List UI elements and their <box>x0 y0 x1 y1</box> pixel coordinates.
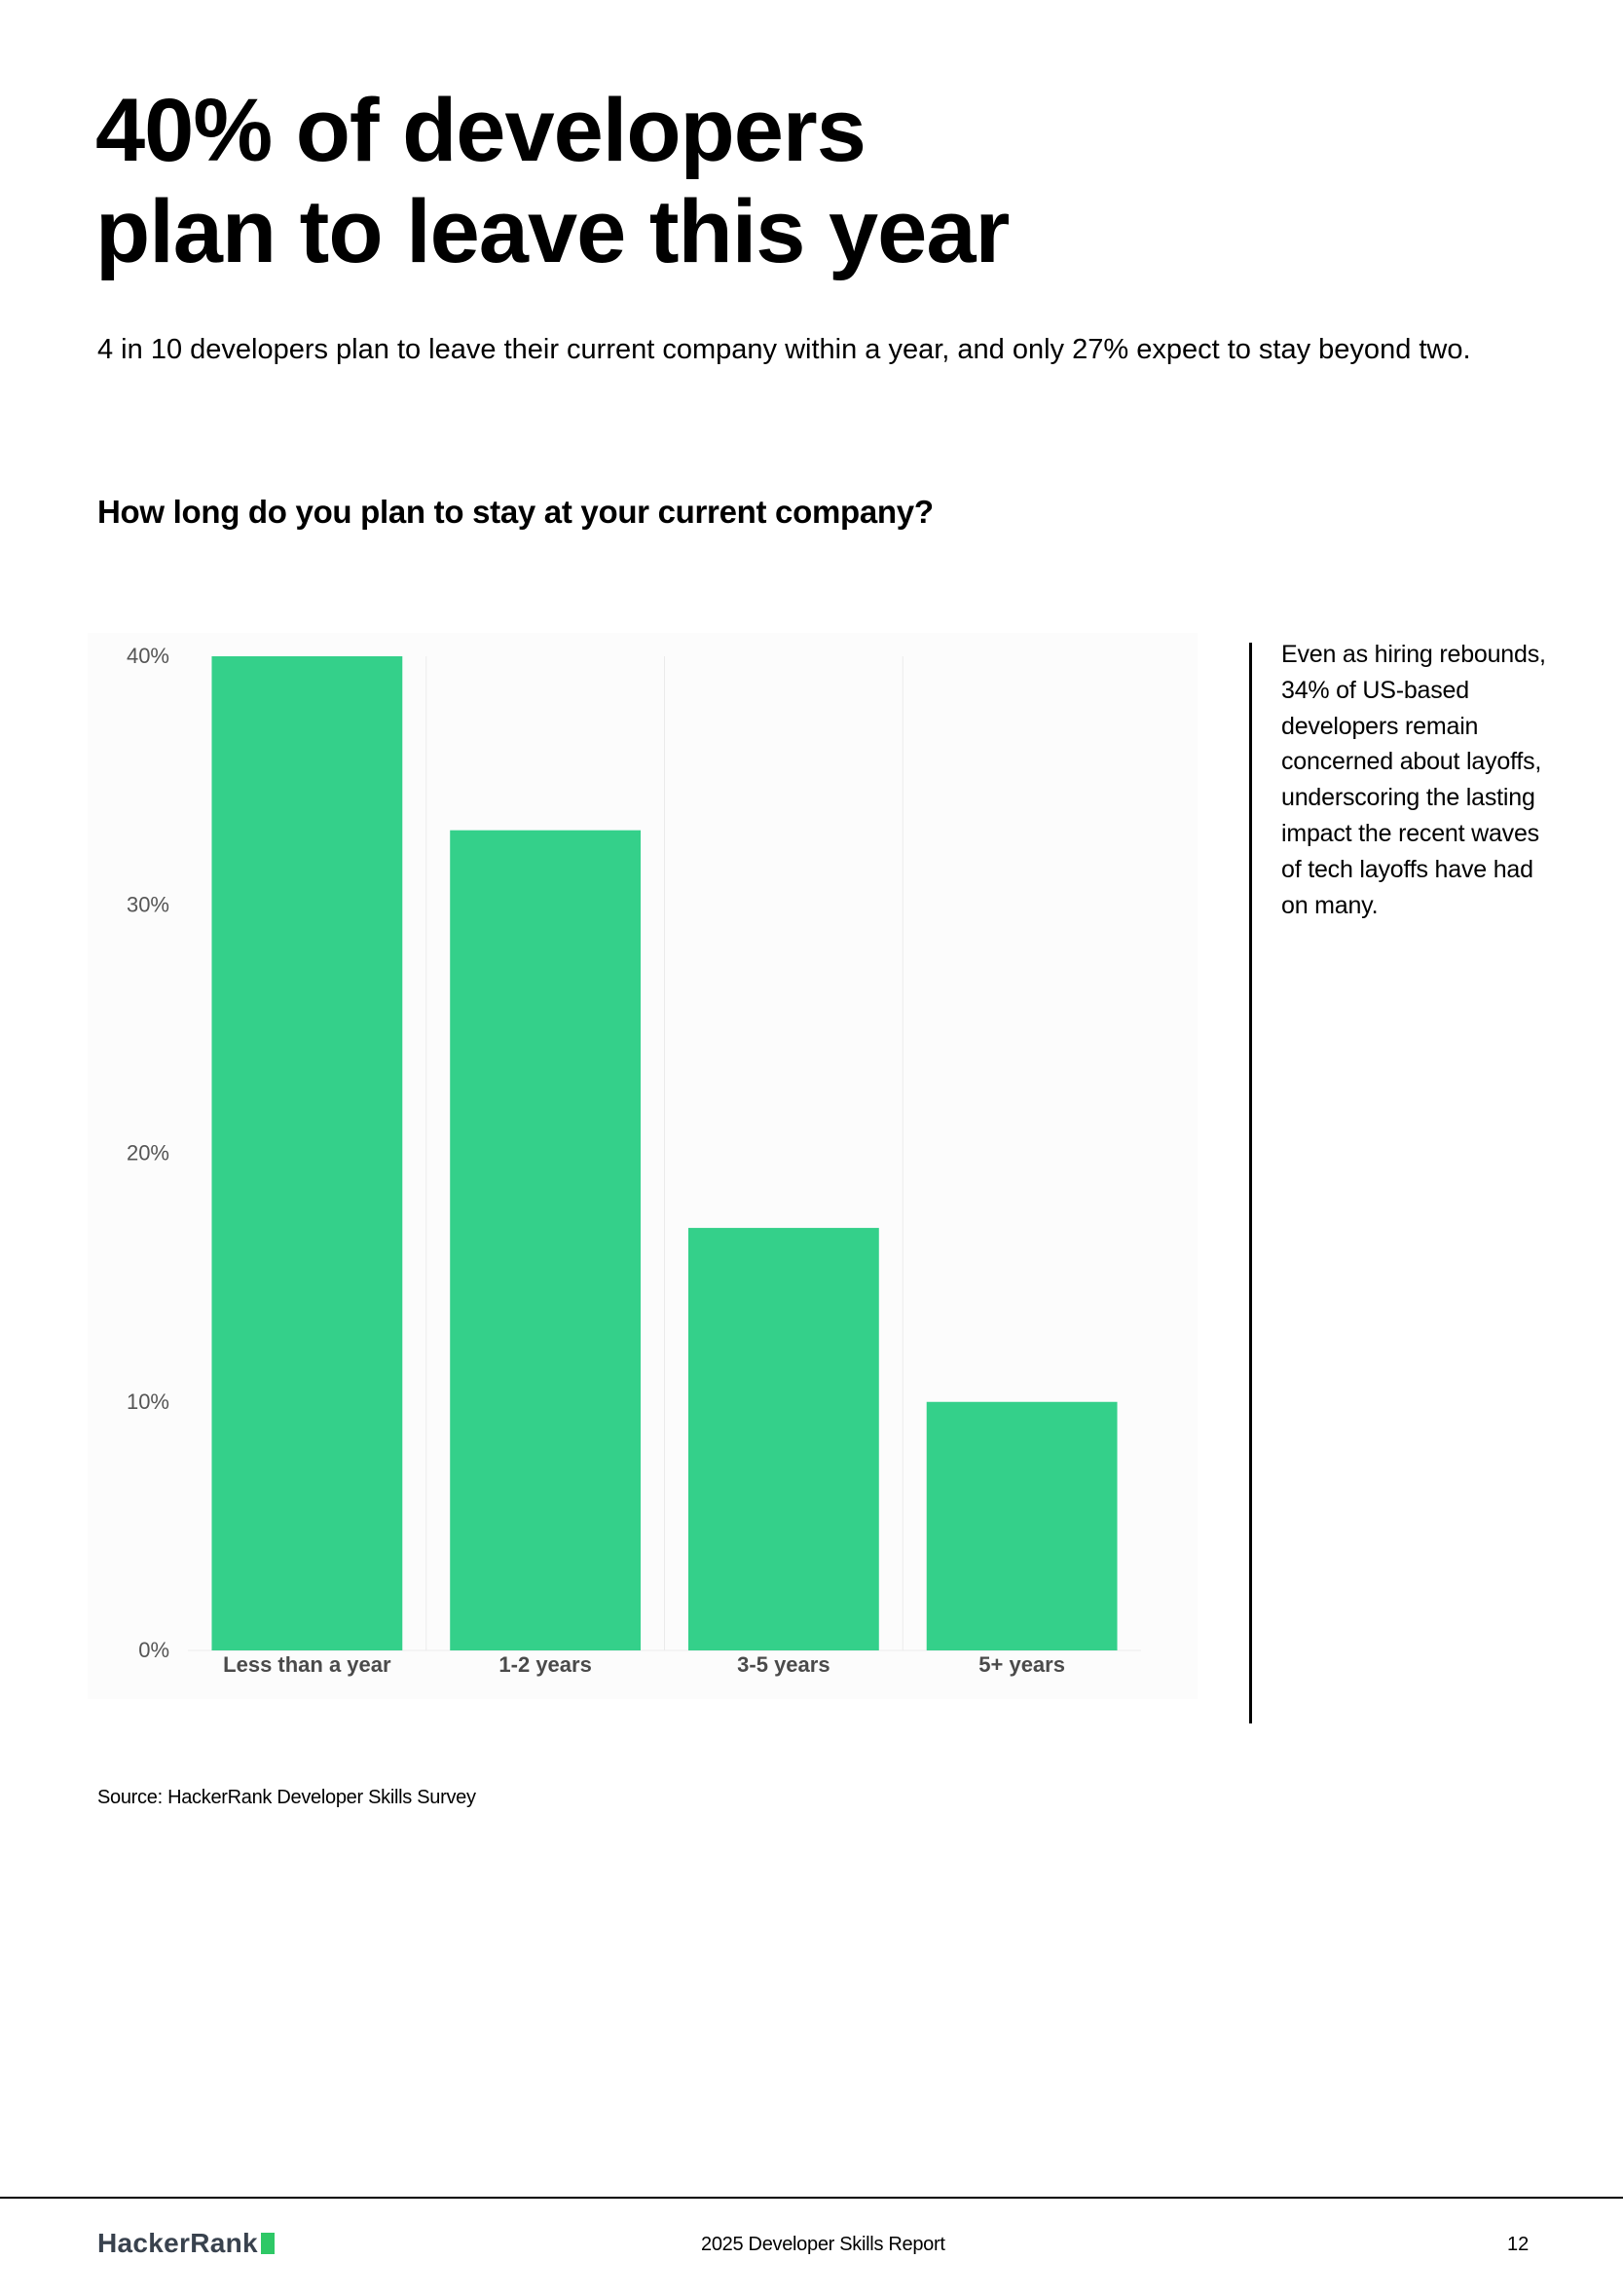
report-name: 2025 Developer Skills Report <box>701 2234 945 2255</box>
bar-chart-svg <box>88 633 1198 1699</box>
chart-title: How long do you plan to stay at your current company? <box>97 494 934 530</box>
page-number: 12 <box>1507 2234 1530 2255</box>
brand-logo <box>97 2227 275 2260</box>
x-category-label: 1-2 years <box>498 1652 592 1677</box>
bar-chart <box>88 633 1198 1699</box>
page-subtitle: 4 in 10 developers plan to leave their current company within a year, and only 27% expect to stay beyond two. <box>97 334 1471 365</box>
y-tick-label: 30% <box>126 892 169 917</box>
footer-divider <box>0 2197 1623 2199</box>
page-title-line-1: 40% of developers <box>95 81 866 180</box>
y-tick-label: 40% <box>126 644 169 668</box>
x-category-label: 5+ years <box>978 1652 1065 1677</box>
page-title <box>95 80 1264 282</box>
brand-name: HackerRank <box>97 2228 258 2258</box>
brand-square-icon <box>261 2233 275 2254</box>
callout-text: Even as hiring rebounds, 34% of US-based developers remain concerned about layoffs, underscoring the lasting impact the recent waves of tech layoffs have had on many. <box>1281 641 1546 919</box>
bar <box>450 831 641 1650</box>
x-category-label: Less than a year <box>223 1652 391 1677</box>
source-note: Source: HackerRank Developer Skills Survey <box>97 1787 476 1808</box>
bar <box>688 1228 879 1650</box>
y-tick-label: 0% <box>138 1638 169 1662</box>
y-tick-label: 10% <box>126 1389 169 1414</box>
bar <box>211 656 402 1650</box>
callout-divider <box>1249 643 1252 1723</box>
x-category-label: 3-5 years <box>737 1652 830 1677</box>
bar <box>927 1402 1118 1650</box>
y-tick-label: 20% <box>126 1140 169 1166</box>
page-title-line-2: plan to leave this year <box>95 182 1010 281</box>
